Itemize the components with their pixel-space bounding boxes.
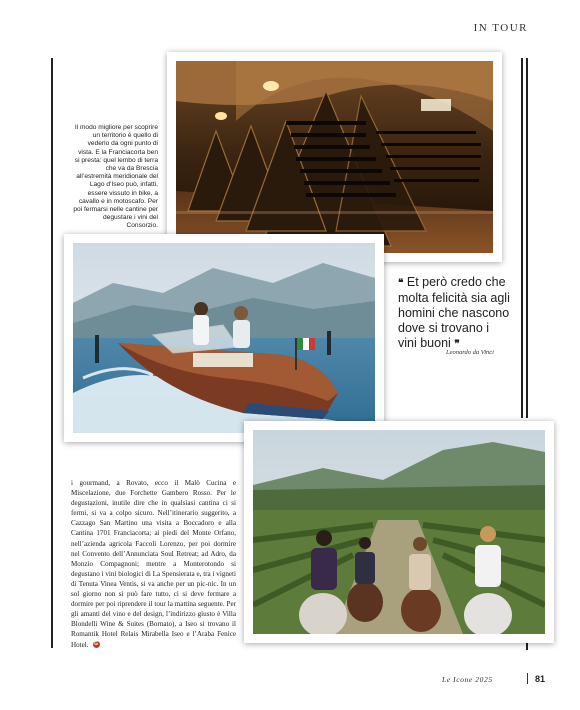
photo-caption: Il modo migliore per scoprire un territorio è quello di vederlo da ogni punto di vista. E la Franciacorta ben si presta: quel lembo di terra che va da Brescia all’estremità meridionale del Lago d’Iseo può, infatti, essere vissuto in bike, a cavallo e in motoscafo. Per poi fermarsi nelle cantine per degustare i vini del Consorzio. <box>73 124 158 230</box>
body-paragraph: i gourmand, a Rovato, ecco il Malò Cucina e Miscelazione, due Forchette Gambero Rosso. Per le degustazioni, inutile dire che in qualsiasi cantina ci si fermi, si va a colpo sicuro. Nell’itinerario suggerito, a Cazzago San Martino una visita a Boccadoro e alla Cantina 1701 Franciacorta; ai piedi del Monte Orfano, nell’azienda agricola Faccoli Lorenzo, per poi dormire nel Convento dell’Annunciata Soul Retreat; ad Adro, da Monzio Compagnoni; mentre a Monterotondo si degustano i vini biologici di La Spensierata e, tra i vigneti di Tenuta Vinea Ventis, si va anche per un pic-nic. In un sol giorno non si può fare tutto, ci si deve fermare a dormire per poi riprendere il tour la mattina seguente. Per gli amanti del vino e del design, l’indirizzo giusto è Villa Blondelli Wine & Suites (Bornato), a Iseo si trovano il Romantik Hotel Relais Mirabella Iseo e l’Araba Fenice Hotel. <box>71 479 236 649</box>
end-mark-logo: G <box>94 641 98 648</box>
horse-riding-photo-frame <box>244 421 554 643</box>
page-number: 81 <box>535 674 546 684</box>
quote-close-mark: ❞ <box>454 339 460 350</box>
motorboat-photo <box>73 243 375 433</box>
right-rule <box>521 58 523 418</box>
quote-open-mark: ❝ <box>398 278 404 289</box>
quote-author: Leonardo da Vinci <box>445 349 494 356</box>
wine-cellar-photo <box>176 61 493 253</box>
section-label: IN TOUR <box>473 22 528 34</box>
horse-riding-photo <box>253 430 545 634</box>
left-rule <box>51 58 53 648</box>
motorboat-photo-frame <box>64 234 384 442</box>
footer-separator <box>527 673 528 684</box>
pull-quote <box>398 275 510 352</box>
footer-publication: Le Icone 2025 <box>442 675 493 684</box>
body-text <box>71 478 236 650</box>
quote-text: Et però credo che molta felicità sia agli homini che nascono dove si trovano i vini buoni <box>398 275 510 350</box>
wine-cellar-photo-frame <box>167 52 502 262</box>
right-rule-2 <box>526 58 528 418</box>
